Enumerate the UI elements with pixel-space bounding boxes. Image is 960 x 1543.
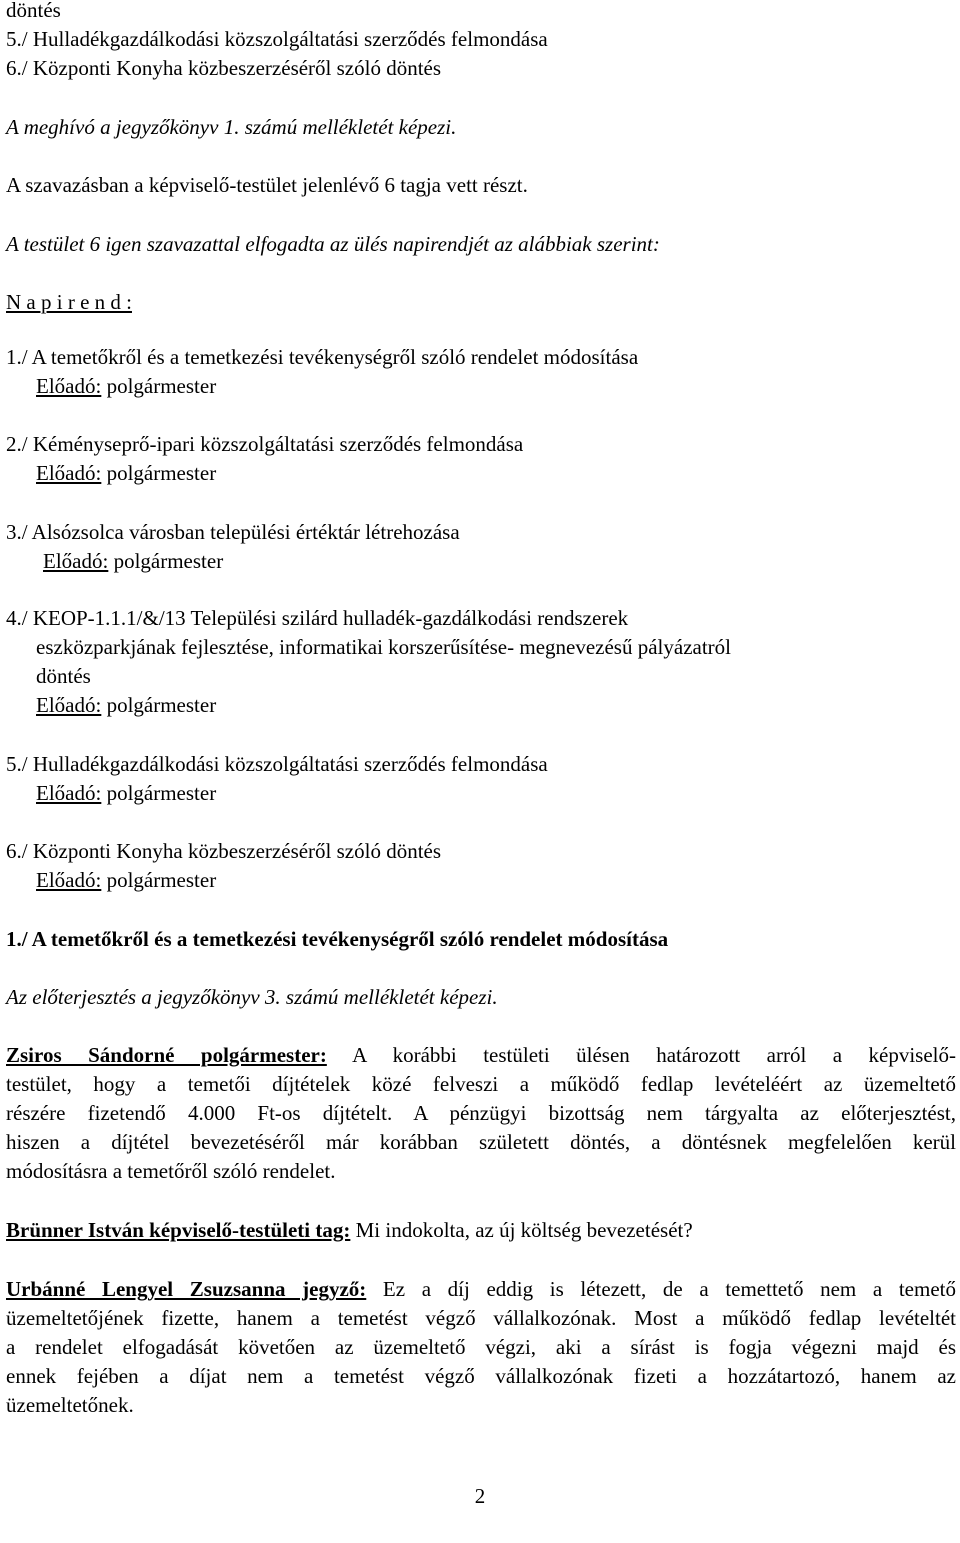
agenda-item-2: 2./ Kéményseprő-ipari közszolgáltatási szerződés felmondása: [6, 432, 524, 456]
presenter-value: polgármester: [101, 868, 217, 892]
speaker-mayor: Zsiros Sándorné polgármester:: [6, 1043, 327, 1067]
agenda-item-5-presenter: [36, 779, 216, 808]
speech-text: Mi indokolta, az új költség bevezetését?: [350, 1218, 693, 1242]
presenter-value: polgármester: [101, 781, 217, 805]
presenter-label: Előadó:: [36, 693, 102, 717]
speech-councillor: [6, 1216, 693, 1245]
speech-text: Ez a díj eddig is létezett, de a temettető nem a temető: [366, 1277, 956, 1301]
section-1-note: Az előterjesztés a jegyzőkönyv 3. számú mellékletét képezi.: [6, 985, 498, 1009]
agenda-item-5: 5./ Hulladékgazdálkodási közszolgáltatási szerződés felmondása: [6, 752, 548, 776]
speaker-councillor: Brünner István képviselő-testületi tag:: [6, 1218, 351, 1242]
page-number: 2: [474, 1484, 486, 1508]
agenda-item-4-line2: eszközparkjának fejlesztése, informatikai korszerűsítése- megnevezésű pályázatról: [36, 635, 732, 659]
top-item-5: 5./ Hulladékgazdálkodási közszolgáltatási szerződés felmondása: [6, 27, 548, 51]
presenter-label: Előadó:: [36, 374, 102, 398]
speech-notary-line-1: [6, 1275, 956, 1304]
presenter-label: Előadó:: [36, 781, 102, 805]
agenda-item-6: 6./ Központi Konyha közbeszerzéséről szóló döntés: [6, 839, 442, 863]
section-1-heading: 1./ A temetőkről és a temetkezési tevékenységről szóló rendelet módosítása: [6, 927, 669, 951]
speech-notary-line-4: ennek fejében a díjat nem a temetést végző vállalkozónak fizeti a hozzátartozó, hanem az: [6, 1364, 956, 1388]
speech-mayor-line-2: testület, hogy a temetői díjtételek közé felveszi a működő fedlap levételéért az üzemeltető: [6, 1072, 956, 1096]
agenda-item-3-presenter: [43, 547, 223, 576]
speech-notary-line-5: üzemeltetőnek.: [6, 1393, 134, 1417]
speech-notary: [6, 1275, 956, 1420]
top-item-continuation: döntés: [6, 0, 61, 22]
agenda-item-4: 4./ KEOP-1.1.1/&/13 Települési szilárd hulladék-gazdálkodási rendszerek: [6, 606, 629, 630]
meghivo-note: A meghívó a jegyzőkönyv 1. számú mellékletét képezi.: [6, 115, 457, 139]
presenter-value: polgármester: [101, 693, 217, 717]
speech-mayor: [6, 1041, 956, 1186]
top-item-6: 6./ Központi Konyha közbeszerzéséről szóló döntés: [6, 56, 442, 80]
agenda-item-6-presenter: [36, 866, 216, 895]
speaker-notary: Urbánné Lengyel Zsuzsanna jegyző:: [6, 1277, 367, 1301]
agenda-item-2-presenter: [36, 459, 216, 488]
speech-mayor-line-3: részére fizetendő 4.000 Ft-os díjtételt. A pénzügyi bizottság nem tárgyalta az előterjesztést,: [6, 1101, 956, 1125]
agenda-item-4-line3: döntés: [36, 664, 91, 688]
napirend-heading: N a p i r e n d :: [6, 290, 132, 314]
speech-notary-line-2: üzemeltetőjének fizette, hanem a temetést végző vállalkozónak. Most a működő fedlap levételtét: [6, 1306, 956, 1330]
speech-mayor-line-1: [6, 1041, 956, 1070]
presenter-value: polgármester: [101, 374, 217, 398]
speech-mayor-line-5: módosításra a temetőről szóló rendelet.: [6, 1159, 336, 1183]
agenda-item-1: 1./ A temetőkről és a temetkezési tevékenységről szóló rendelet módosítása: [6, 345, 639, 369]
speech-mayor-line-4: hiszen a díjtétel bevezetéséről már korábban született döntés, a döntésnek megfelelően kerül: [6, 1130, 956, 1154]
presenter-label: Előadó:: [43, 549, 109, 573]
presenter-label: Előadó:: [36, 868, 102, 892]
agenda-item-3: 3./ Alsózsolca városban települési értéktár létrehozása: [6, 520, 460, 544]
szavazas-note: A szavazásban a képviselő-testület jelenlévő 6 tagja vett részt.: [6, 173, 528, 197]
agenda-item-4-presenter: [36, 691, 216, 720]
speech-text: A korábbi testületi ülésen határozott arról a képviselő-: [326, 1043, 956, 1067]
agenda-item-1-presenter: [36, 372, 216, 401]
presenter-value: polgármester: [108, 549, 224, 573]
speech-notary-line-3: a rendelet elfogadását követően az üzemeltető végzi, aki a sírást is fogja végezni majd és: [6, 1335, 956, 1359]
presenter-value: polgármester: [101, 461, 217, 485]
elfogadta-note: A testület 6 igen szavazattal elfogadta az ülés napirendjét az alábbiak szerint:: [6, 232, 660, 256]
presenter-label: Előadó:: [36, 461, 102, 485]
